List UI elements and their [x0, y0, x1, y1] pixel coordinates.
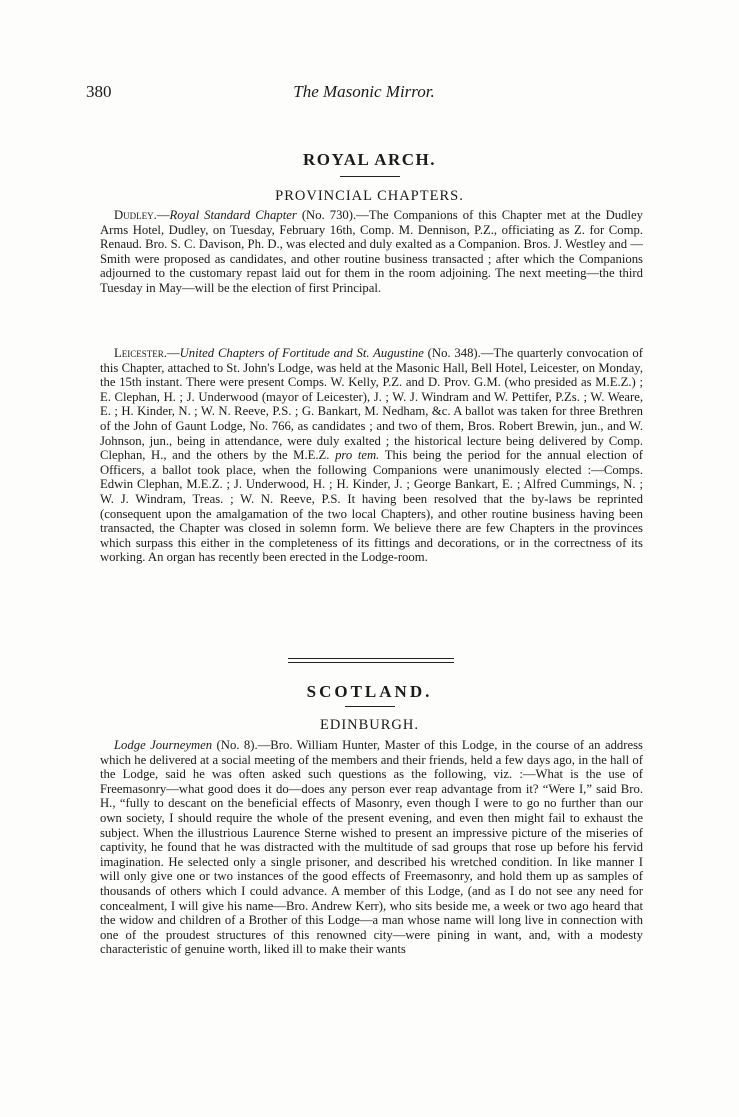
paragraph-body-cont: This being the period for the annual election of Officers, a ballot took place, when the following Companions were unanimously elected :—Comps. Edwin Clephan, M.E.Z. ; J. Underwood, H. ; H. Kinder, J. ; George Bankart, E. ; Alfred Cummings, N. ; W. J. Windram, Treas. ; W. N. Reeve, P.S. It having been resolved that the by-laws be reprinted (consequent upon the amalgamation of the two local Chapters), and other routine business having been transacted, the Chapter was closed in solemn form. We believe there are few Chapters in the provinces which surpass this either in the completeness of its fittings and decorations, or in the correctness of its working. An organ has recently been erected in the Lodge-room.	[100, 448, 643, 565]
chapter-name: Royal Standard Chapter	[169, 208, 297, 222]
running-title: The Masonic Mirror.	[293, 82, 435, 101]
subsection-title-provincial-chapters: PROVINCIAL CHAPTERS.	[275, 188, 464, 204]
chapter-name: United Chapters of Fortitude and St. Augustine	[179, 346, 424, 360]
paragraph-lodge-journeymen	[100, 738, 643, 957]
subsection-title-edinburgh: EDINBURGH.	[319, 717, 419, 733]
section-divider-top	[288, 658, 454, 659]
section-title-royal-arch: ROYAL ARCH.	[302, 150, 436, 169]
place-name: Leicester.	[114, 346, 167, 360]
section-title-scotland: SCOTLAND.	[306, 682, 433, 701]
page-number: 380	[86, 82, 112, 101]
paragraph-dudley	[100, 208, 643, 296]
paragraph-body: (No. 8).—Bro. William Hunter, Master of this Lodge, in the course of an address which he delivered at a social meeting of the members and their friends, held a few days ago, in the hall of the Lodge, said he was often asked such questions as the following, viz. :—What is the use of Freemasonry—what good does it do—does any person ever reap advantage from it? “Were I,” said Bro. H., “fully to descant on the beneficial effects of Masonry, even though I were to go no further than our own society, I should require the whole of the present evening, and even then might fail to exhaust the subject. When the illustrious Laurence Sterne wished to present an impressive picture of the miseries of captivity, he found that he was distracted with the multitude of sad groups that rose up before his fervid imagination. He selected only a single prisoner, and described his wretched condition. In like manner I will only give one or two instances of the good effects of Freemasonry, and hold them up as samples of thousands of others which I could advance. A member of this Lodge, (and as I do not see any need for concealment, I will give his name—Bro. Andrew Kerr), who sits beside me, a week or two ago heard that the widow and children of a Brother of this Lodge—a man whose name will long live in connection with one of the proudest structures of this renowned city—were pining in want, and, with a modesty characteristic of genuine worth, liked ill to make their wants	[100, 738, 643, 957]
page-header	[86, 82, 642, 104]
dash: —	[156, 208, 170, 222]
title-underline	[340, 176, 400, 177]
section-divider-bottom	[288, 662, 454, 663]
paragraph-body: (No. 730).—The Companions of this Chapter met at the Dudley Arms Hotel, Dudley, on Tuesday, February 16th, Comp. M. Dennison, P.Z., officiating as Z. for Comp. Renaud. Bro. S. C. Davison, Ph. D., was elected and duly exalted as a Companion. Bros. J. Westley and — Smith were proposed as candidates, and other routine business transacted ; after which the Companions adjourned to the customary repast laid out for them in the room adjoining. The next meeting—the third Tuesday in May—will be the election of first Principal.	[100, 208, 643, 295]
dash: —	[166, 346, 180, 360]
place-name: Dudley.	[114, 208, 157, 222]
paragraph-body: (No. 348).—The quarterly convocation of this Chapter, attached to St. John's Lodge, was held at the Masonic Hall, Bell Hotel, Leicester, on Monday, the 15th instant. There were present Comps. W. Kelly, P.Z. and D. Prov. G.M. (who presided as M.E.Z.) ; E. Clephan, H. ; J. Underwood (mayor of Leicester), J. ; W. J. Windram and W. Pettifer, P.Zs. ; W. Weare, E. ; H. Kinder, N. ; W. N. Reeve, P.S. ; G. Bankart, M. Nedham, &c. A ballot was taken for three Brethren of the John of Gaunt Lodge, No. 766, as candidates ; and two of them, Bros. Robert Brewin, jun., and W. Johnson, jun., being in attendance, were duly exalted ; the historical lecture being delivered by Comp. Clephan, H., and the others by the M.E.Z.	[100, 346, 644, 463]
paragraph-leicester	[100, 346, 643, 565]
lodge-name: Lodge Journeymen	[114, 738, 213, 752]
title-underline	[345, 706, 395, 707]
pro-tem: pro tem.	[335, 448, 380, 463]
